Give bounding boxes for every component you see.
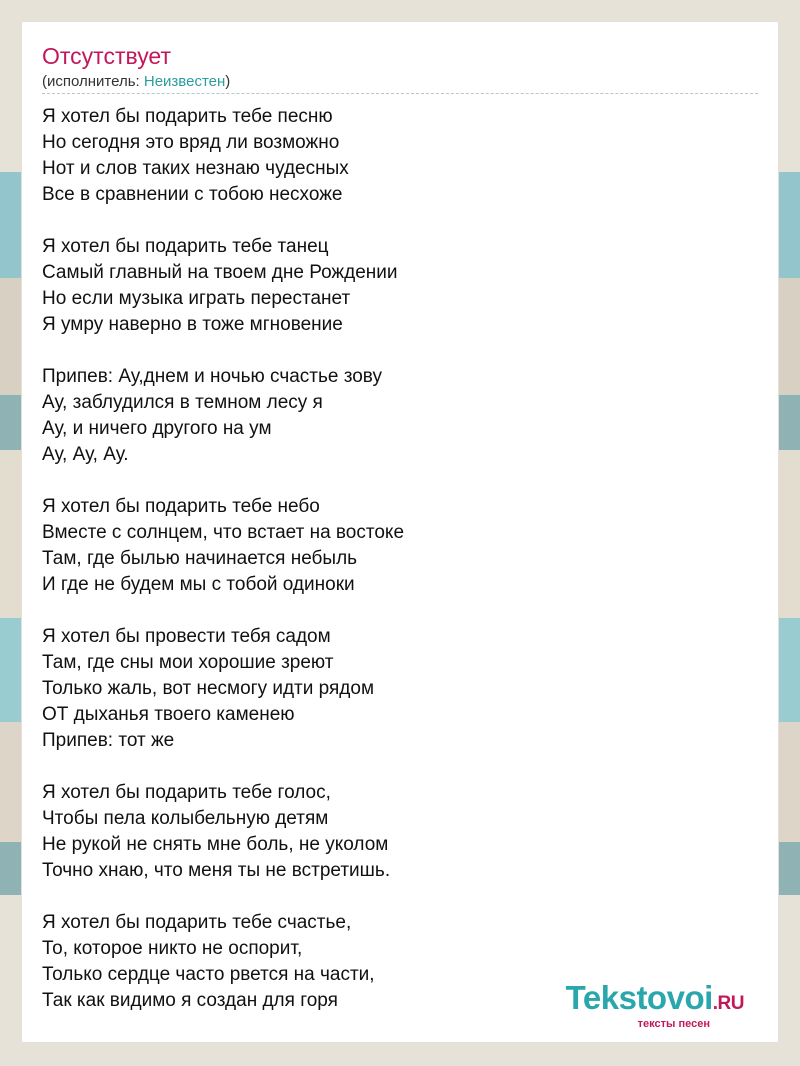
lyric-line: Но если музыка играть перестанет <box>42 288 351 309</box>
stanza <box>42 624 758 754</box>
lyric-line: Там, где сны мои хорошие зреют <box>42 652 334 673</box>
lyric-line: Нот и слов таких незнаю чудесных <box>42 158 349 179</box>
lyric-line: ОТ дыханья твоего каменею <box>42 704 295 725</box>
artist-prefix: (исполнитель: <box>42 73 144 90</box>
logo-tagline: тексты песен <box>637 1018 710 1030</box>
lyric-line: Только сердце часто рвется на части, <box>42 964 375 985</box>
lyric-line: Я хотел бы подарить тебе счастье, <box>42 912 352 933</box>
lyric-line: Там, где былью начинается небыль <box>42 548 358 569</box>
lyric-line: То, которое никто не оспорит, <box>42 938 303 959</box>
lyric-line: И где не будем мы с тобой одиноки <box>42 574 355 595</box>
lyric-line: Я хотел бы провести тебя садом <box>42 626 331 647</box>
logo-wordmark <box>566 981 744 1021</box>
lyric-line: Я хотел бы подарить тебе танец <box>42 236 329 257</box>
lyric-line: Самый главный на твоем дне Рождении <box>42 262 398 283</box>
artist-link[interactable]: Неизвестен <box>143 73 226 90</box>
lyric-line: Все в сравнении с тобою несхоже <box>42 184 343 205</box>
lyric-line: Только жаль, вот несмогу идти рядом <box>42 678 375 699</box>
logo-domain: .RU <box>712 993 744 1014</box>
lyric-line: Не рукой не снять мне боль, не уколом <box>42 834 389 855</box>
lyric-line: Вместе с солнцем, что встает на востоке <box>42 522 405 543</box>
lyric-line: Точно хнаю, что меня ты не встретишь. <box>42 860 391 881</box>
lyric-line: Ау, Ау, Ау. <box>42 444 129 465</box>
artist-line <box>42 73 230 91</box>
lyrics-card <box>22 22 778 1042</box>
chorus-stanza <box>42 364 758 468</box>
lyric-line: Я умру наверно в тоже мгновение <box>42 314 343 335</box>
lyric-line: Припев: тот же <box>42 730 175 751</box>
song-title: Отсутствует <box>42 43 171 69</box>
lyric-line: Я хотел бы подарить тебе небо <box>42 496 320 517</box>
artist-suffix: ) <box>225 73 231 90</box>
lyric-line: Ау, и ничего другого на ум <box>42 418 272 439</box>
logo-name: Tekstovoi <box>565 979 713 1016</box>
lyric-line: Припев: Ау,днем и ночью счастье зову <box>42 366 382 387</box>
lyric-line: Так как видимо я создан для горя <box>42 990 338 1011</box>
stanza <box>42 780 758 884</box>
title-divider <box>42 93 758 94</box>
lyrics-text <box>42 104 758 1014</box>
stanza <box>42 494 758 598</box>
lyric-line: Я хотел бы подарить тебе песню <box>42 106 333 127</box>
lyric-line: Я хотел бы подарить тебе голос, <box>42 782 331 803</box>
lyric-line: Ау, заблудился в темном лесу я <box>42 392 323 413</box>
lyric-line: Чтобы пела колыбельную детям <box>42 808 329 829</box>
lyric-line: Но сегодня это вряд ли возможно <box>42 132 340 153</box>
stanza <box>42 234 758 338</box>
stanza <box>42 104 758 208</box>
site-logo[interactable] <box>566 981 744 1030</box>
